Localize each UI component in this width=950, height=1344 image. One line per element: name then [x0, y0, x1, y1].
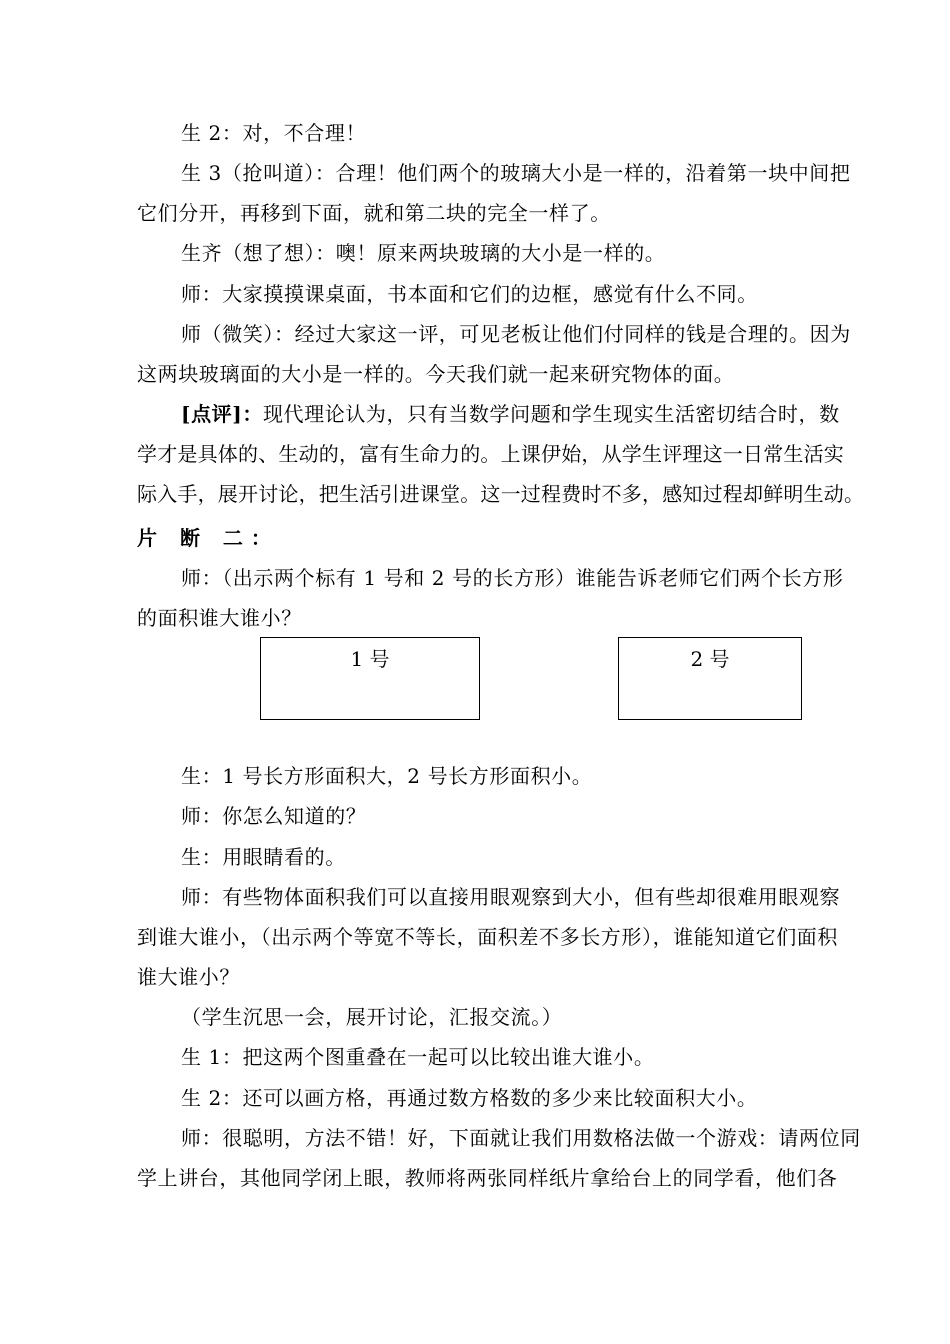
paragraph-line: 生 3（抢叫道）：合理！他们两个的玻璃大小是一样的，沿着第一块中间把 [181, 161, 851, 185]
paragraph-line: 这两块玻璃面的大小是一样的。今天我们就一起来研究物体的面。 [137, 362, 735, 386]
paragraph-line: 学上讲台，其他同学闭上眼，教师将两张同样纸片拿给台上的同学看，他们各 [137, 1166, 838, 1190]
rectangle-1-label: 1 号 [350, 647, 390, 671]
paragraph-line: 生 1：把这两个图重叠在一起可以比较出谁大谁小。 [181, 1045, 655, 1069]
paragraph-line: 生 2：对，不合理！ [181, 121, 367, 145]
critique-line: 学才是具体的、生动的，富有生命力的。上课伊始，从学生评理这一日常生活实 [137, 442, 844, 466]
paragraph-line: 师：有些物体面积我们可以直接用眼观察到大小，但有些却很难用眼观察 [181, 885, 841, 909]
paragraph-line: 师：很聪明，方法不错！好，下面就让我们用数格法做一个游戏：请两位同 [181, 1126, 861, 1150]
section-heading: 片 断 二： [137, 526, 279, 550]
paragraph-line: 师：你怎么知道的？ [181, 804, 367, 828]
paragraph-line: 生 2：还可以画方格，再通过数方格数的多少来比较面积大小。 [181, 1086, 758, 1110]
paragraph-line: 师（微笑）：经过大家这一评，可见老板让他们付同样的钱是合理的。因为 [181, 322, 851, 346]
paragraph-line: 的面积谁大谁小？ [137, 606, 302, 630]
critique-label: [点评]： [181, 402, 263, 426]
paragraph-line: 它们分开，再移到下面，就和第二块的完全一样了。 [137, 201, 611, 225]
paragraph-line: 到谁大谁小，（出示两个等宽不等长，面积差不多长方形），谁能知道它们面积 [137, 925, 838, 949]
critique-line [181, 401, 840, 427]
paragraph-line: 谁大谁小？ [137, 965, 240, 989]
paragraph-line: 师：（出示两个标有 1 号和 2 号的长方形）谁能告诉老师它们两个长方形 [181, 566, 844, 590]
critique-line: 际入手，展开讨论，把生活引进课堂。这一过程费时不多，感知过程却鲜明生动。 [137, 482, 865, 506]
paragraph-line: 生齐（想了想）：噢！原来两块玻璃的大小是一样的。 [181, 241, 666, 265]
critique-text: 现代理论认为，只有当数学问题和学生现实生活密切结合时，数 [262, 402, 840, 426]
paragraph-line: 师：大家摸摸课桌面，书本面和它们的边框，感觉有什么不同。 [181, 282, 758, 306]
rectangle-1 [260, 637, 480, 720]
rectangle-2-label: 2 号 [690, 647, 730, 671]
paragraph-line: 生：1 号长方形面积大，2 号长方形面积小。 [181, 764, 593, 788]
paragraph-line: （学生沉思一会，展开讨论，汇报交流。） [181, 1005, 563, 1029]
rectangle-2 [618, 637, 802, 720]
paragraph-line: 生：用眼睛看的。 [181, 845, 346, 869]
